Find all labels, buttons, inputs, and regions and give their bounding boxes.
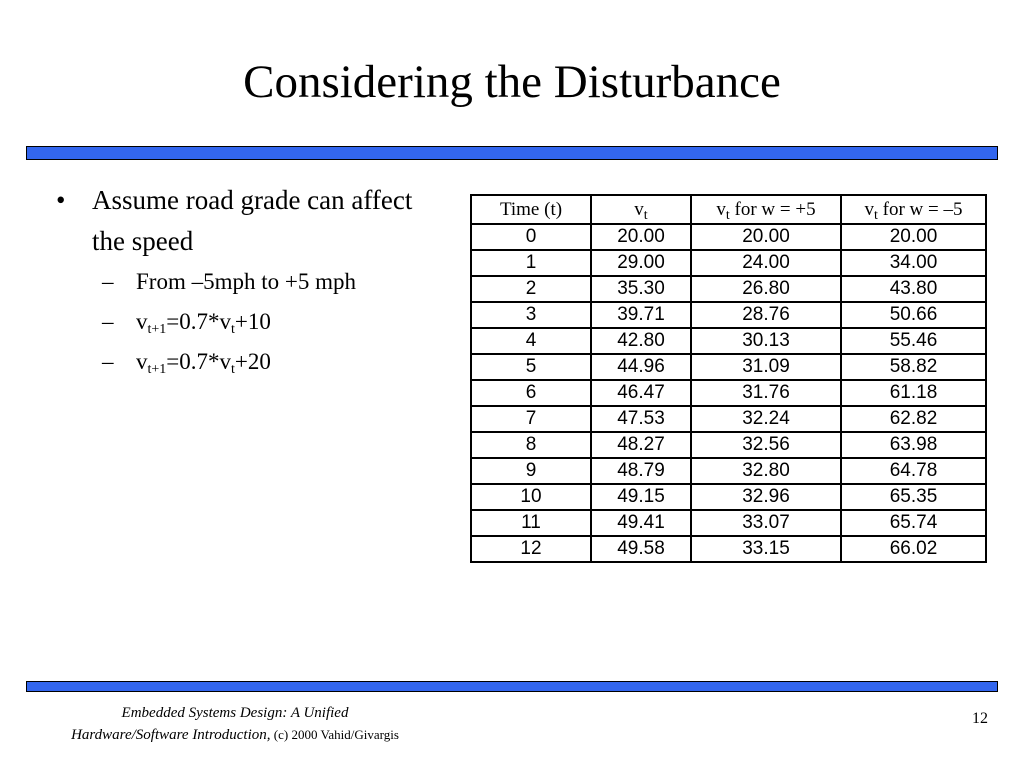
cell-time: 1 xyxy=(471,250,591,276)
cell-time: 6 xyxy=(471,380,591,406)
cell-vt: 49.58 xyxy=(591,536,691,562)
table-header-row xyxy=(471,195,986,224)
cell-vt-plus: 24.00 xyxy=(691,250,841,276)
cell-vt-minus: 61.18 xyxy=(841,380,986,406)
top-divider-bar xyxy=(26,146,998,160)
cell-vt: 39.71 xyxy=(591,302,691,328)
cell-vt: 49.41 xyxy=(591,510,691,536)
bullet-main-text: Assume road grade can affect the speed xyxy=(92,185,413,256)
cell-time: 8 xyxy=(471,432,591,458)
cell-vt: 20.00 xyxy=(591,224,691,250)
cell-vt: 42.80 xyxy=(591,328,691,354)
cell-vt-minus: 50.66 xyxy=(841,302,986,328)
table-row xyxy=(471,536,986,562)
cell-vt: 49.15 xyxy=(591,484,691,510)
sub-bullet-equation-2 xyxy=(56,342,436,382)
dash-icon: – xyxy=(102,269,114,294)
bullet-list xyxy=(56,180,436,382)
speed-table xyxy=(470,194,987,563)
cell-time: 11 xyxy=(471,510,591,536)
dash-icon: – xyxy=(102,349,114,374)
table-row xyxy=(471,458,986,484)
cell-vt-plus: 32.80 xyxy=(691,458,841,484)
cell-vt-plus: 30.13 xyxy=(691,328,841,354)
cell-vt-minus: 20.00 xyxy=(841,224,986,250)
cell-vt: 47.53 xyxy=(591,406,691,432)
cell-time: 5 xyxy=(471,354,591,380)
page-number: 12 xyxy=(972,710,988,727)
cell-vt-minus: 43.80 xyxy=(841,276,986,302)
cell-vt: 35.30 xyxy=(591,276,691,302)
cell-time: 10 xyxy=(471,484,591,510)
footer-line-1: Embedded Systems Design: A Unified xyxy=(121,705,349,721)
header-vt-plus: $v_t$ for w = +5 xyxy=(691,195,841,224)
table-row xyxy=(471,432,986,458)
cell-vt-plus: 31.09 xyxy=(691,354,841,380)
cell-vt: 29.00 xyxy=(591,250,691,276)
cell-vt: 48.27 xyxy=(591,432,691,458)
table-row xyxy=(471,250,986,276)
cell-vt-plus: 31.76 xyxy=(691,380,841,406)
sub-bullet-range-text: From –5mph to +5 mph xyxy=(136,269,356,294)
cell-vt-minus: 62.82 xyxy=(841,406,986,432)
footer-line-2: Hardware/Software Introduction, (c) 2000 Vahid/Givargis xyxy=(71,727,399,743)
cell-vt-plus: 32.56 xyxy=(691,432,841,458)
cell-vt-plus: 20.00 xyxy=(691,224,841,250)
bullet-dot-icon: • xyxy=(56,185,66,215)
bullet-main xyxy=(56,180,436,262)
cell-time: 0 xyxy=(471,224,591,250)
cell-vt-minus: 64.78 xyxy=(841,458,986,484)
table-row xyxy=(471,328,986,354)
equation-2: $v_{t+1}=0.7*v_t+20$ xyxy=(136,349,271,377)
cell-vt-minus: 55.46 xyxy=(841,328,986,354)
header-vt: $v_t$ xyxy=(591,195,691,224)
cell-vt-minus: 65.35 xyxy=(841,484,986,510)
cell-vt-plus: 26.80 xyxy=(691,276,841,302)
equation-1: $v_{t+1}=0.7*v_t+10$ xyxy=(136,309,271,337)
table-row xyxy=(471,510,986,536)
cell-vt-minus: 34.00 xyxy=(841,250,986,276)
cell-vt-minus: 63.98 xyxy=(841,432,986,458)
cell-vt: 44.96 xyxy=(591,354,691,380)
sub-bullet-equation-1 xyxy=(56,302,436,342)
cell-vt-plus: 32.24 xyxy=(691,406,841,432)
header-time: Time (t) xyxy=(471,195,591,224)
table-row xyxy=(471,354,986,380)
table-row xyxy=(471,224,986,250)
cell-vt: 48.79 xyxy=(591,458,691,484)
cell-vt-minus: 65.74 xyxy=(841,510,986,536)
footer-citation xyxy=(30,702,440,746)
table-row xyxy=(471,484,986,510)
cell-vt-minus: 66.02 xyxy=(841,536,986,562)
header-vt-minus: $v_t$ for w = –5 xyxy=(841,195,986,224)
cell-time: 12 xyxy=(471,536,591,562)
table-row xyxy=(471,380,986,406)
cell-time: 2 xyxy=(471,276,591,302)
cell-time: 7 xyxy=(471,406,591,432)
cell-time: 3 xyxy=(471,302,591,328)
cell-time: 9 xyxy=(471,458,591,484)
cell-vt-minus: 58.82 xyxy=(841,354,986,380)
cell-vt-plus: 33.15 xyxy=(691,536,841,562)
cell-vt-plus: 32.96 xyxy=(691,484,841,510)
slide-title: Considering the Disturbance xyxy=(243,56,781,108)
cell-time: 4 xyxy=(471,328,591,354)
bottom-divider-bar xyxy=(26,681,998,692)
cell-vt-plus: 33.07 xyxy=(691,510,841,536)
table-row xyxy=(471,276,986,302)
cell-vt-plus: 28.76 xyxy=(691,302,841,328)
cell-vt: 46.47 xyxy=(591,380,691,406)
dash-icon: – xyxy=(102,309,114,334)
table-row xyxy=(471,406,986,432)
table-row xyxy=(471,302,986,328)
sub-bullet-range xyxy=(56,262,436,302)
